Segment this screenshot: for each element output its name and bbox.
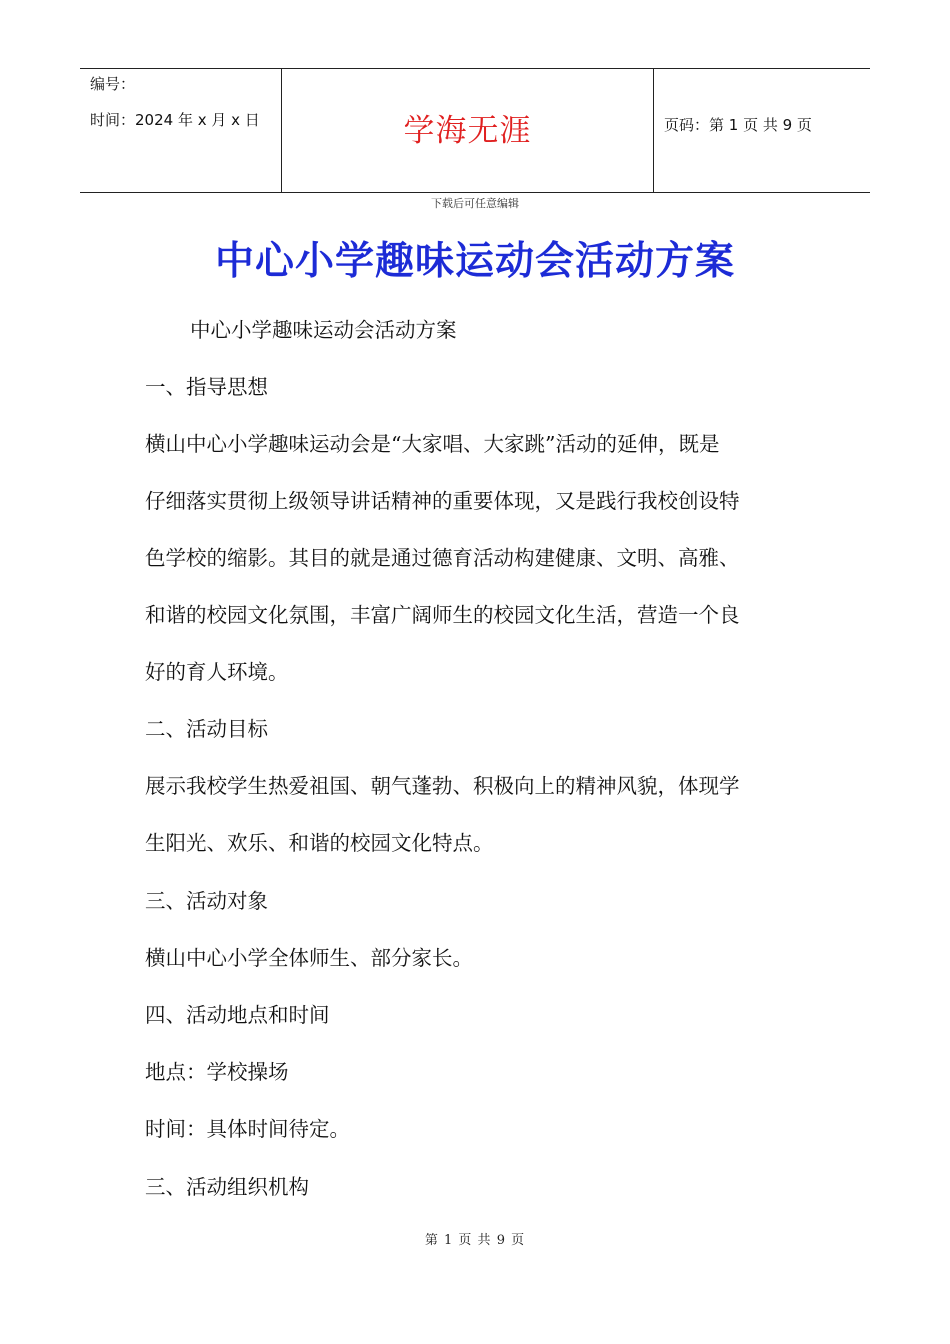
body-line: 时间：具体时间待定。 bbox=[145, 1117, 350, 1141]
section-heading: 二、活动目标 bbox=[145, 717, 268, 741]
number-label: 编号： bbox=[90, 75, 136, 93]
body-line: 地点：学校操场 bbox=[145, 1060, 289, 1084]
subtitle: 中心小学趣味运动会活动方案 bbox=[190, 318, 457, 342]
section-heading: 一、指导思想 bbox=[145, 375, 268, 399]
body-line: 仔细落实贯彻上级领导讲话精神的重要体现，又是践行我校创设特 bbox=[145, 489, 740, 513]
body-line: 横山中心小学趣味运动会是“大家唱、大家跳”活动的延伸，既是 bbox=[145, 432, 720, 456]
document-title: 中心小学趣味运动会活动方案 bbox=[214, 239, 735, 284]
body-line: 和谐的校园文化氛围，丰富广阔师生的校园文化生活，营造一个良 bbox=[145, 603, 740, 627]
brand-logo-text: 学海无涯 bbox=[403, 113, 532, 149]
download-note: 下载后可任意编辑 bbox=[431, 197, 519, 210]
header-right-cell bbox=[654, 69, 870, 192]
body-line: 色学校的缩影。其目的就是通过德育活动构建健康、文明、高雅、 bbox=[145, 546, 740, 570]
time-label: 时间：2024 年 x 月 x 日 bbox=[90, 111, 260, 129]
section-heading: 三、活动对象 bbox=[145, 889, 268, 913]
header-middle-cell bbox=[281, 69, 654, 192]
page-footer: 第 1 页 共 9 页 bbox=[424, 1233, 526, 1248]
body-line: 生阳光、欢乐、和谐的校园文化特点。 bbox=[145, 831, 494, 855]
header-table bbox=[80, 68, 870, 193]
body-line: 展示我校学生热爱祖国、朝气蓬勃、积极向上的精神风貌，体现学 bbox=[145, 774, 740, 798]
page-label: 页码：第 1 页 共 9 页 bbox=[664, 116, 812, 134]
section-heading: 三、活动组织机构 bbox=[145, 1175, 309, 1199]
section-heading: 四、活动地点和时间 bbox=[145, 1003, 330, 1027]
body-line: 横山中心小学全体师生、部分家长。 bbox=[145, 946, 473, 970]
body-line: 好的育人环境。 bbox=[145, 660, 289, 684]
header-left-cell bbox=[80, 69, 281, 192]
